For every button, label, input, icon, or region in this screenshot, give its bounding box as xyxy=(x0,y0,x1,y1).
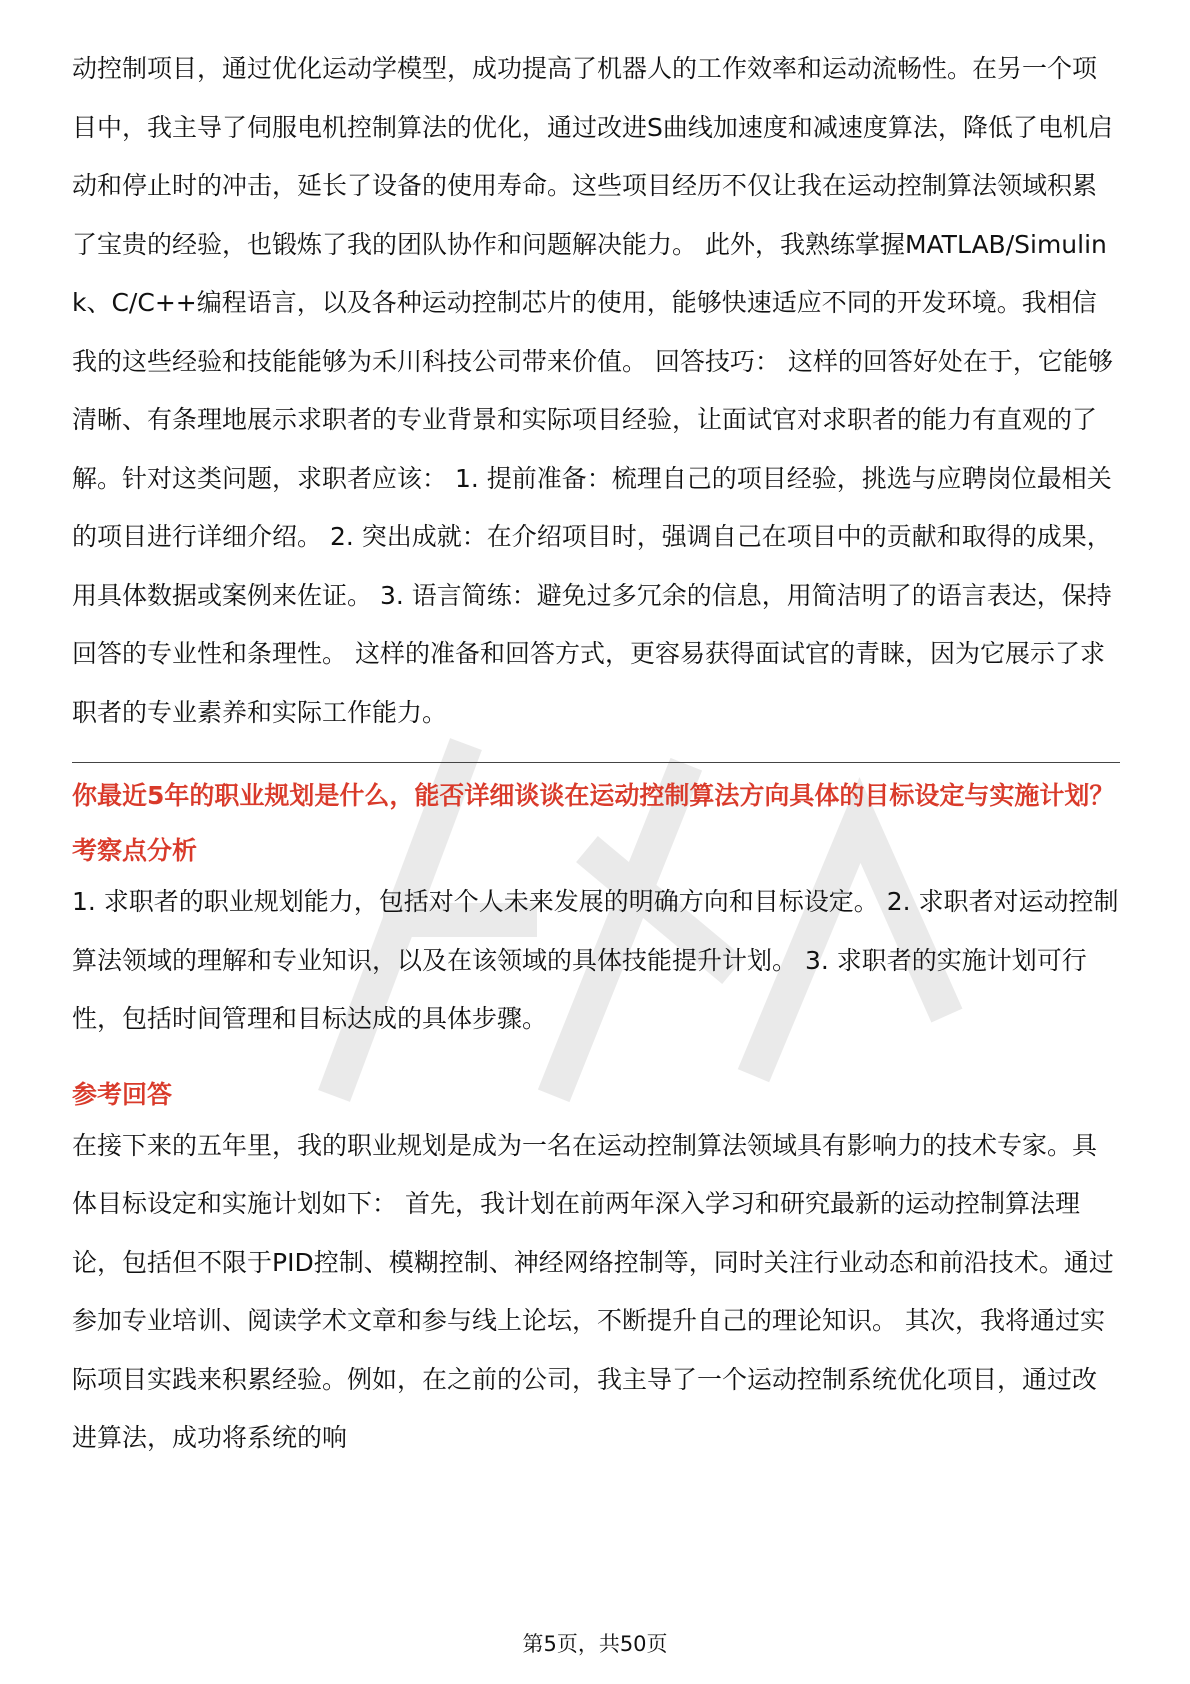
answer-paragraph: 在接下来的五年里，我的职业规划是成为一名在运动控制算法领域具有影响力的技术专家。具体目标设定和实施计划如下： 首先，我计划在前两年深入学习和研究最新的运动控制算法理论，包括但不限于PID控制、模糊控制、神经网络控制等，同时关注行业动态和前沿技术。通过参加专业培训、阅读学术文章和参与线上论坛，不断提升自己的理论知识。 其次，我将通过实际项目实践来积累经验。例如，在之前的公司，我主导了一个运动控制系统优化项目，通过改进算法，成功将系统的响 xyxy=(72,1130,1114,1452)
analysis-paragraph: 1. 求职者的职业规划能力，包括对个人未来发展的明确方向和目标设定。 2. 求职者对运动控制算法领域的理解和专业知识，以及在该领域的具体技能提升计划。 3. 求职者的实施计划可行性，包括时间管理和目标达成的具体步骤。 xyxy=(72,887,1119,1033)
analysis-heading: 考察点分析 xyxy=(72,836,198,865)
intro-paragraph: 动控制项目，通过优化运动学模型，成功提高了机器人的工作效率和运动流畅性。在另一个项目中，我主导了伺服电机控制算法的优化，通过改进S曲线加速度和减速度算法，降低了电机启动和停止时的冲击，延长了设备的使用寿命。这些项目经历不仅让我在运动控制算法领域积累了宝贵的经验，也锻炼了我的团队协作和问题解决能力。 此外，我熟练掌握MATLAB/Simulink、C/C++编程语言，以及各种运动控制芯片的使用，能够快速适应不同的开发环境。我相信我的这些经验和技能能够为禾川科技公司带来价值。 回答技巧： 这样的回答好处在于，它能够清晰、有条理地展示求职者的专业背景和实际项目经验，让面试官对求职者的能力有直观的了解。针对这类问题，求职者应该： 1. 提前准备：梳理自己的项目经验，挑选与应聘岗位最相关的项目进行详细介绍。 2. 突出成就：在介绍项目时，强调自己在项目中的贡献和取得的成果，用具体数据或案例来佐证。 3. 语言简练：避免过多冗余的信息，用简洁明了的语言表达，保持回答的专业性和条理性。 这样的准备和回答方式，更容易获得面试官的青睐，因为它展示了求职者的专业素养和实际工作能力。 xyxy=(72,54,1113,727)
question-title: 你最近5年的职业规划是什么，能否详细谈谈在运动控制算法方向具体的目标设定与实施计划？ xyxy=(72,781,1115,810)
document-content xyxy=(72,40,1120,1468)
page-indicator: 第5页，共50页 xyxy=(522,1632,668,1656)
section-divider xyxy=(72,762,1120,763)
answer-heading: 参考回答 xyxy=(72,1079,173,1109)
